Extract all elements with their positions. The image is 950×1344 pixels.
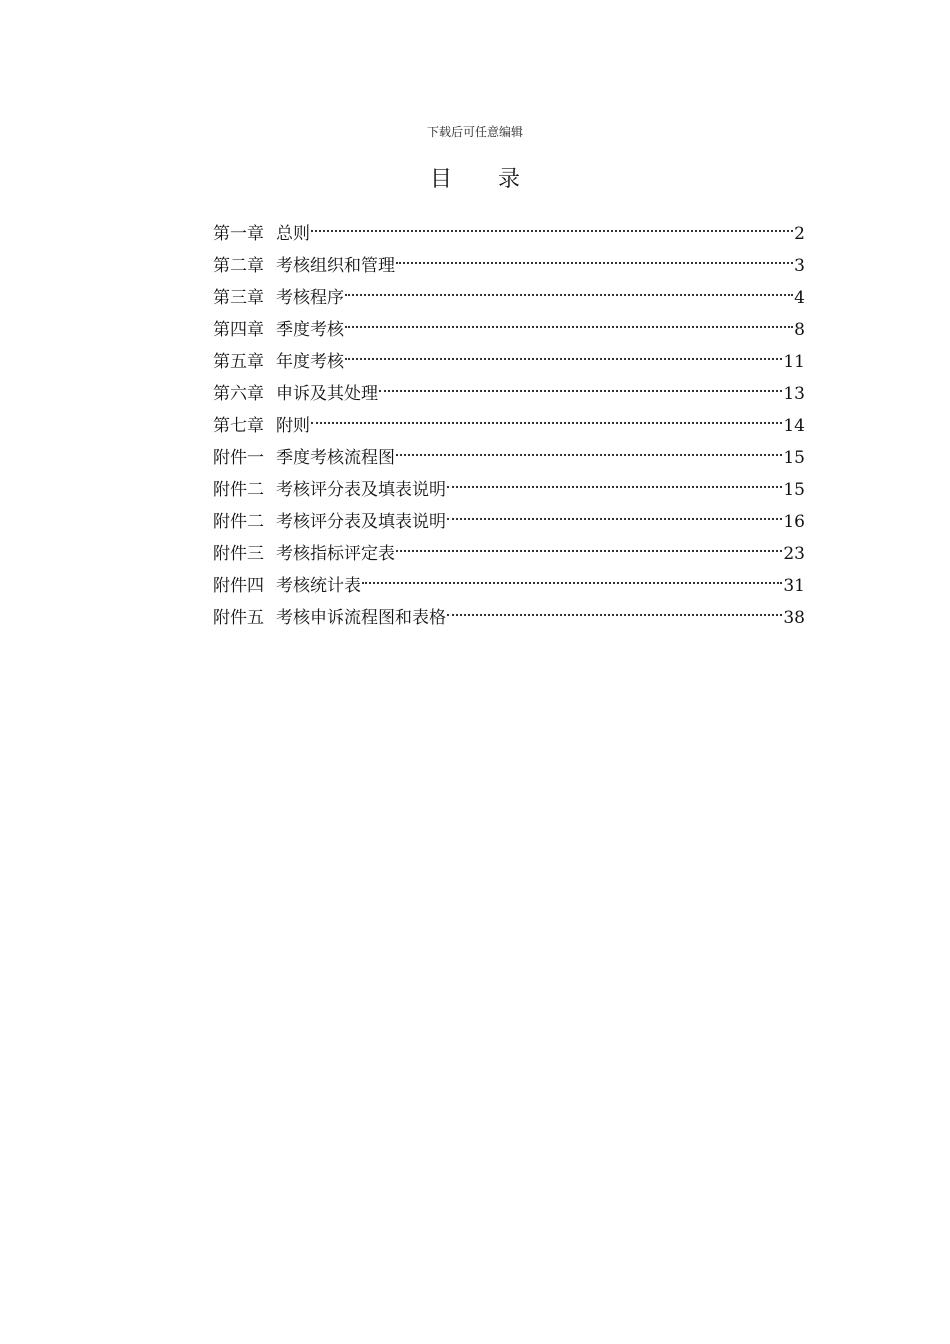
toc-entry-title: 考核程序 [276,288,344,308]
toc-entry-title: 总则 [276,224,310,244]
toc-page-number: 8 [794,320,805,340]
toc-page-number: 2 [794,224,805,244]
toc-entry-title: 考核统计表 [276,576,361,596]
toc-entry-title: 考核指标评定表 [276,544,395,564]
toc-entry-title: 年度考核 [276,352,344,372]
download-note: 下载后可任意编辑 [426,125,523,139]
toc-chapter-label: 附件四 [213,576,264,596]
toc-page-number: 31 [783,576,805,596]
dot-leader [362,563,782,591]
dot-leader [447,467,782,495]
toc-chapter-label: 第七章 [213,416,264,436]
table-of-contents [213,211,805,627]
toc-entry[interactable] [213,211,805,243]
dot-leader [345,307,793,335]
toc-title [0,166,950,194]
toc-entry-title: 考核组织和管理 [276,256,395,276]
toc-chapter-label: 第五章 [213,352,264,372]
toc-entry-title: 季度考核流程图 [276,448,395,468]
toc-chapter-label: 附件五 [213,608,264,628]
toc-chapter-label: 附件二 [213,512,264,532]
dot-leader [396,435,782,463]
toc-entry-title: 申诉及其处理 [276,384,378,404]
toc-title-left: 目 [429,167,452,192]
dot-leader [379,371,782,399]
toc-chapter-label: 第三章 [213,288,264,308]
dot-leader [345,275,793,303]
dot-leader [311,403,782,431]
toc-page-number: 16 [783,512,805,532]
toc-title-right: 录 [498,167,521,192]
dot-leader [396,531,782,559]
toc-page-number: 11 [783,352,805,372]
toc-entry-title: 季度考核 [276,320,344,340]
toc-page-number: 15 [783,480,805,500]
toc-page-number: 13 [783,384,805,404]
dot-leader [447,499,782,527]
toc-chapter-label: 第四章 [213,320,264,340]
toc-entry-title: 考核申诉流程图和表格 [276,608,446,628]
dot-leader [447,595,782,623]
toc-page-number: 14 [783,416,805,436]
toc-chapter-label: 第二章 [213,256,264,276]
dot-leader [311,211,793,239]
toc-entry-title: 考核评分表及填表说明 [276,480,446,500]
toc-entry-title: 考核评分表及填表说明 [276,512,446,532]
dot-leader [396,243,793,271]
toc-page-number: 38 [783,608,805,628]
toc-page-number: 4 [794,288,805,308]
toc-chapter-label: 第六章 [213,384,264,404]
toc-page-number: 23 [783,544,805,564]
toc-page-number: 3 [794,256,805,276]
toc-chapter-label: 附件一 [213,448,264,468]
toc-entry-title: 附则 [276,416,310,436]
toc-page-number: 15 [783,448,805,468]
dot-leader [345,339,782,367]
toc-chapter-label: 附件三 [213,544,264,564]
toc-chapter-label: 第一章 [213,224,264,244]
toc-chapter-label: 附件二 [213,480,264,500]
